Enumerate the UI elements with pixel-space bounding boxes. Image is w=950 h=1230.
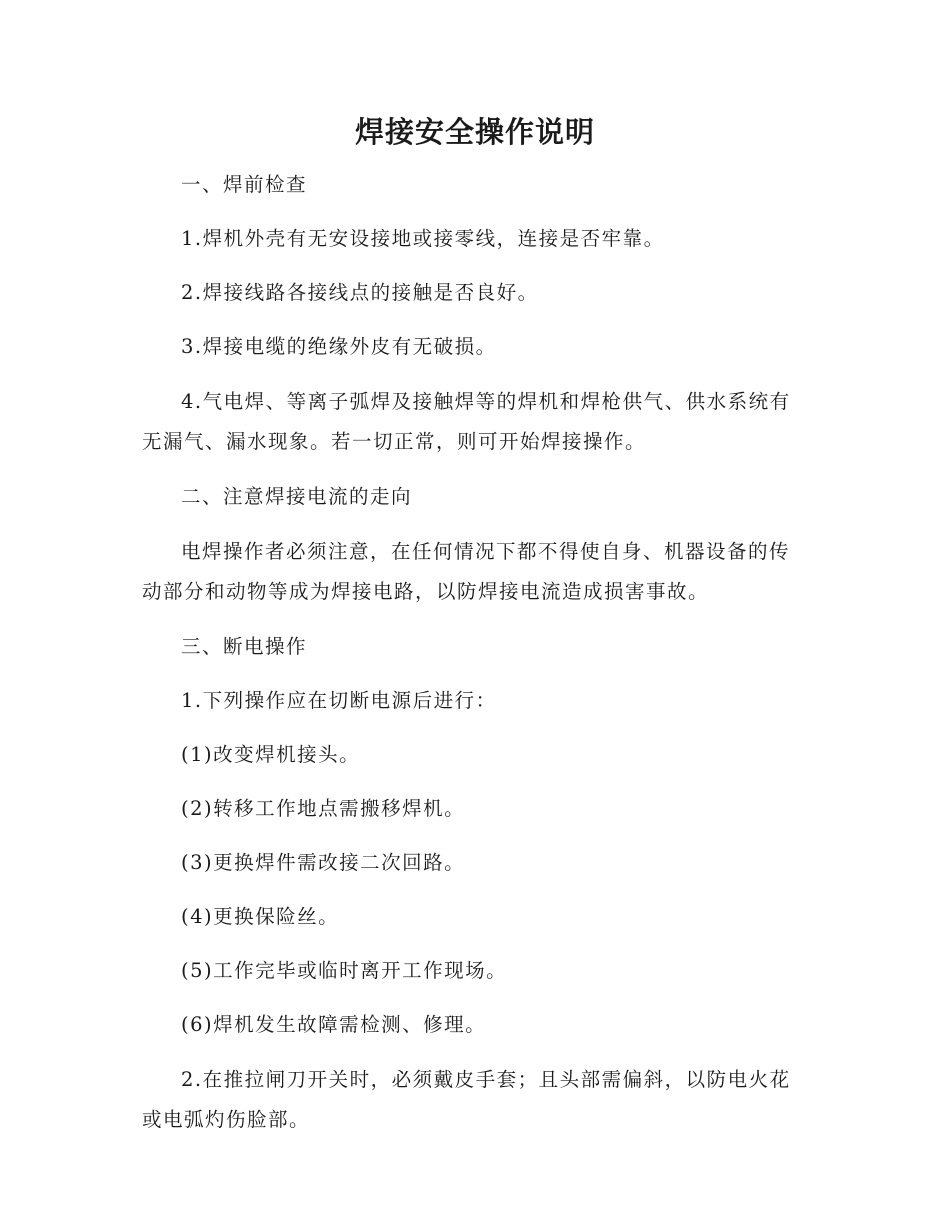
paragraph-item: 电焊操作者必须注意，在任何情况下都不得使自身、机器设备的传动部分和动物等成为焊接电路，以防焊接电流造成损害事故。 (142, 540, 791, 603)
document-title: 焊接安全操作说明 (354, 115, 595, 149)
section-heading-pre-weld-check: 一、焊前检查 (181, 173, 308, 196)
list-item: (5)工作完毕或临时离开工作现场。 (181, 959, 508, 982)
section-heading-current-direction: 二、注意焊接电流的走向 (181, 485, 413, 508)
paragraph-item: 4.气电焊、等离子弧焊及接触焊等的焊机和焊枪供气、供水系统有无漏气、漏水现象。若一切正常，则可开始焊接操作。 (142, 390, 791, 453)
list-item: (4)更换保险丝。 (181, 905, 340, 928)
list-item: (3)更换焊件需改接二次回路。 (181, 851, 466, 874)
paragraph-item: 2.焊接线路各接线点的接触是否良好。 (181, 281, 539, 304)
document-body (142, 166, 797, 1156)
paragraph-item: 2.在推拉闸刀开关时，必须戴皮手套；且头部需偏斜，以防电火花或电弧灼伤脸部。 (142, 1068, 791, 1131)
paragraph-item: 1.下列操作应在切断电源后进行： (181, 689, 497, 712)
section-heading-power-off: 三、断电操作 (181, 635, 308, 658)
paragraph-item: 1.焊机外壳有无安设接地或接零线，连接是否牢靠。 (181, 227, 665, 250)
list-item: (2)转移工作地点需搬移焊机。 (181, 797, 466, 820)
list-item: (1)改变焊机接头。 (181, 743, 361, 766)
list-item: (6)焊机发生故障需检测、修理。 (181, 1013, 487, 1036)
paragraph-item: 3.焊接电缆的绝缘外皮有无破损。 (181, 335, 497, 358)
